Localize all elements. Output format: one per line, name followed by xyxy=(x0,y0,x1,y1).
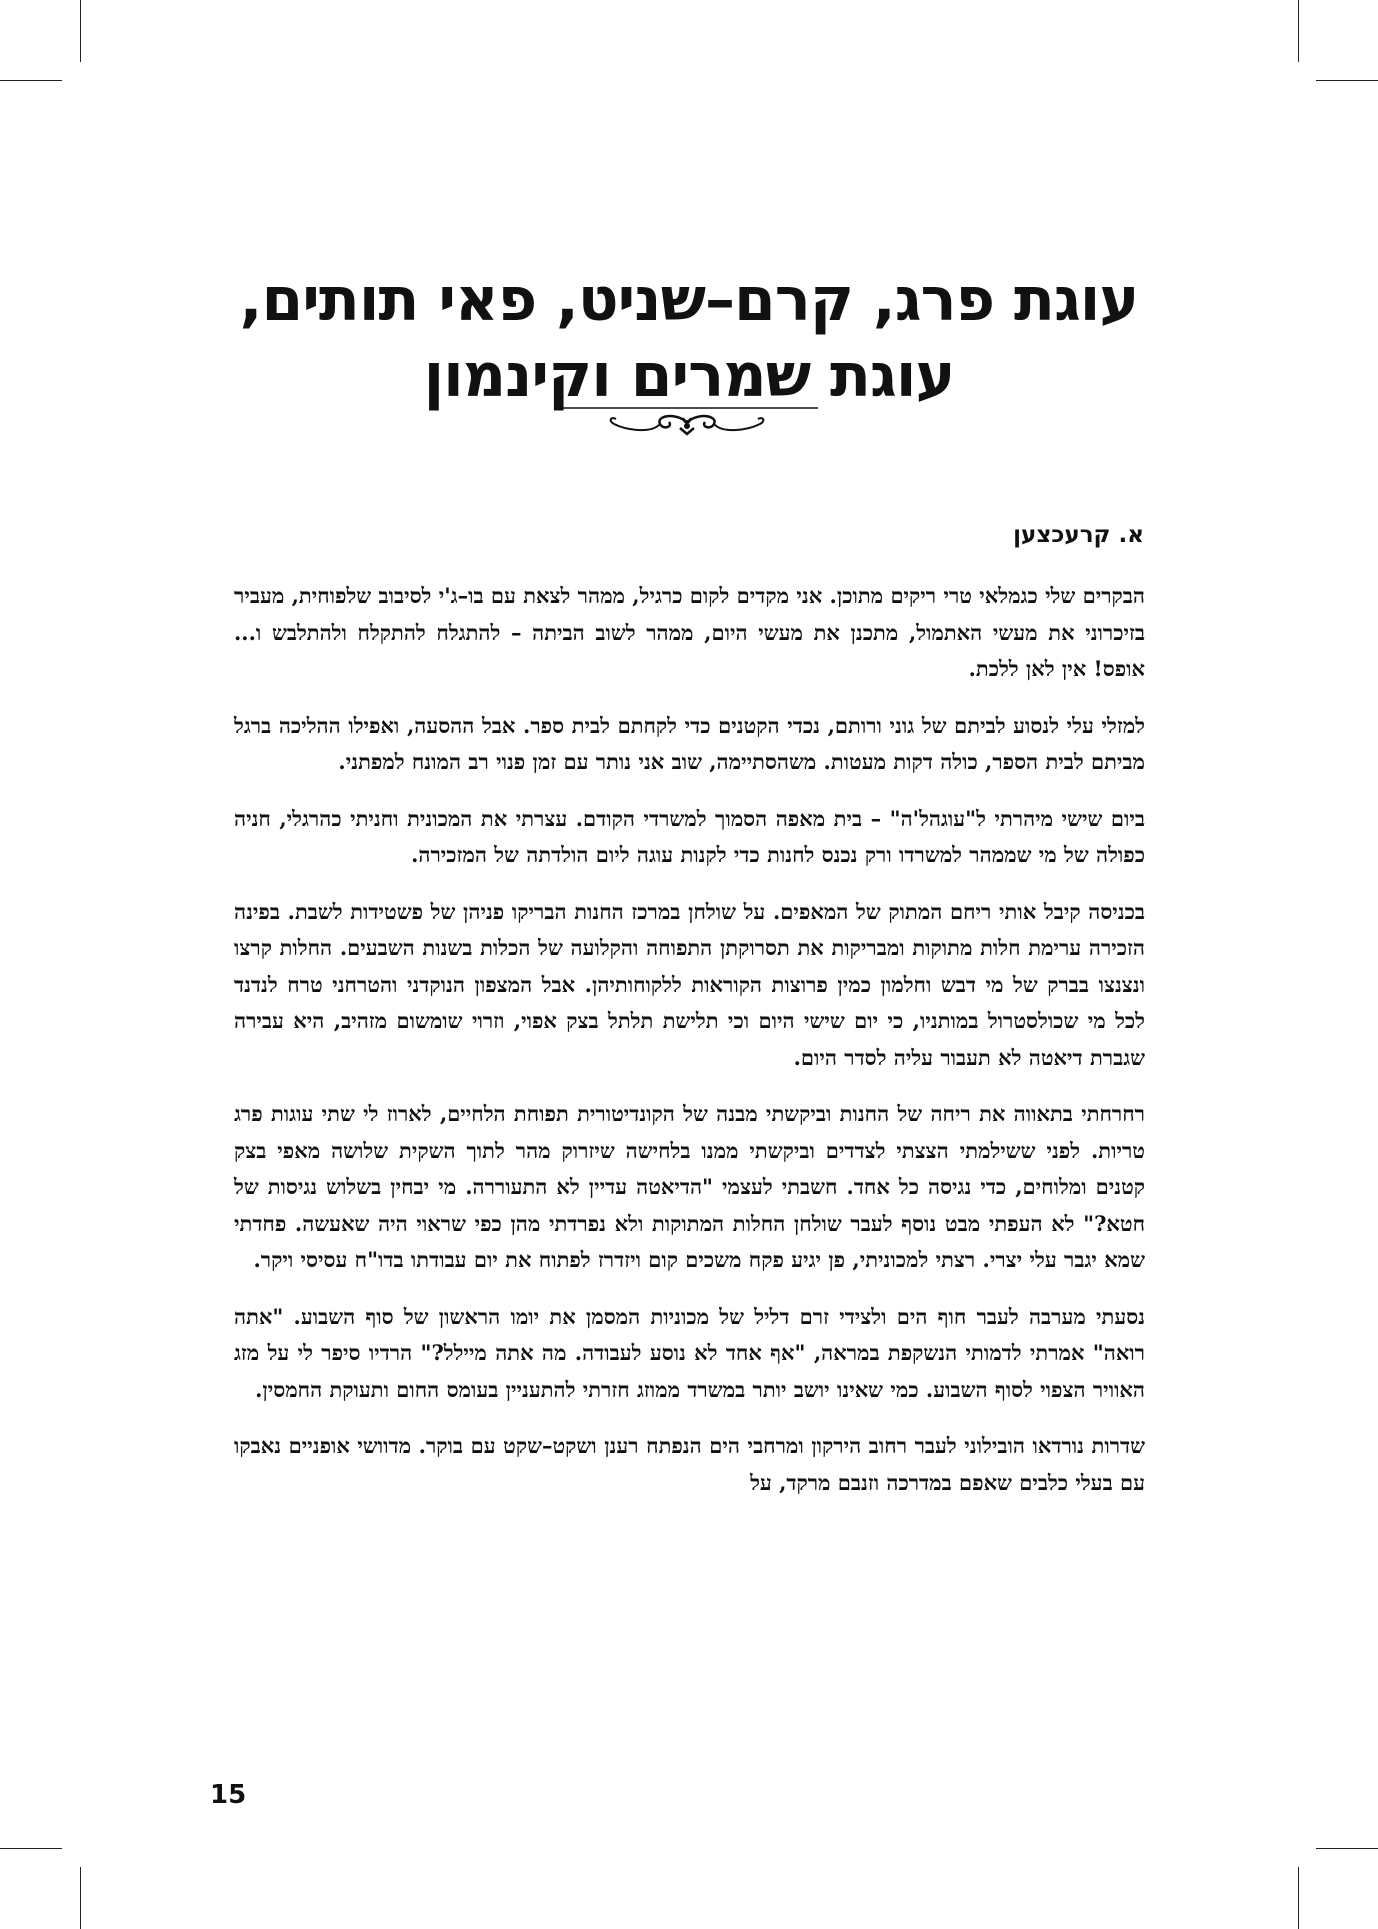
crop-mark xyxy=(0,80,62,81)
chapter-title-line-2: עוגת שמרים וקינמון xyxy=(423,341,955,411)
crop-mark xyxy=(1298,0,1299,62)
crop-mark xyxy=(80,0,81,62)
crop-mark xyxy=(0,1848,62,1849)
page-number: 15 xyxy=(210,1780,247,1810)
paragraph: רחרחתי בתאווה את ריחה של החנות וביקשתי מבנה של הקונדיטורית תפוחת הלחיים, לארוז לי שתי עוגות פרג טריות. לפני ששילמתי הצצתי לצדדים וביקשתי ממנו בלחישה שיזרוק מהר לתוך השקית שלושה מאפי בצק קטנים ומלוחים, כדי נגיסה כל אחד. חשבתי לעצמי "הדיאטה עדיין לא התעוררה. מי יבחין בשלוש נגיסות של חטא?" לא העפתי מבט נוסף לעבר שולחן החלות המתוקות ולא נפרדתי מהן כפי שראוי היה שאעשה. פחדתי שמא יגבר עלי יצרי. רצתי למכוניתי, פן יגיע פקח משכים קום ויזדרז לפתוח את יום עבודתו בדו"ח עסיסי ויקר. xyxy=(234,1101,1145,1272)
paragraph: נסעתי מערבה לעבר חוף הים ולצידי זרם דליל של מכוניות המסמן את יומו הראשון של סוף השבוע. "אתה רואה" אמרתי לדמותי הנשקפת במראה, "אף אחד לא נוסע לעבודה. מה אתה מיילל?" הרדיו סיפר לי על מזג האוויר הצפוי לסוף השבוע. כמי שאינו יושב יותר במשרד ממוזג חזרתי להתעניין בעומס החום ותעוקת החמסין. xyxy=(234,1303,1145,1402)
crop-mark xyxy=(1316,80,1378,81)
crop-mark xyxy=(1316,1848,1378,1849)
paragraph: שדרות נורדאו הובילוני לעבר רחוב הירקון ומרחבי הים הנפתח רענן ושקט–שקט עם בוקר. מדוושי אופניים נאבקו עם בעלי כלבים שאפם במדרכה וזנבם מרקד, על xyxy=(234,1433,1145,1495)
article-body xyxy=(234,578,1145,1521)
chapter-title xyxy=(230,262,1148,414)
chapter-title-line-1: עוגת פרג, קרם–שניט, פאי תותים, xyxy=(239,265,1139,335)
section-heading: א. קרעכצען xyxy=(1013,522,1144,548)
paragraph: ביום שישי מיהרתי ל"עוגהל'ה" – בית מאפה הסמוך למשרדי הקודם. עצרתי את המכונית וחניתי כהרגלי, חניה כפולה של מי שממהר למשרדו ורק נכנס לחנות כדי לקנות עוגה ליום הולדתה של המזכירה. xyxy=(234,805,1145,867)
paragraph: למזלי עלי לנסוע לביתם של גוני ורותם, נכדי הקטנים כדי לקחתם לבית ספר. אבל ההסעה, ואפילו ההליכה ברגל מביתם לבית הספר, כולה דקות מעטות. משהסתיימה, שוב אני נותר עם זמן פנוי רב המונח למפתני. xyxy=(234,712,1145,774)
paragraph: בכניסה קיבל אותי ריחם המתוק של המאפים. על שולחן במרכז החנות הבריקו פניהן של פשטידות לשבת. בפינה הזכירה ערימת חלות מתוקות ומבריקות את תסרוקתן התפוחה והקלועה של הכלות בשנות השבעים. החלות קרצו ונצנצו בברק של מי דבש וחלמון כמין פרוצות הקוראות ללקוחותיהן. אבל המצפון הנוקדני והטרחני טרח לנדנד לכל מי שכולסטרול במותניו, כי יום שישי היום וכי תלישת תלתל בצק אפוי, וזרוי שומשום מזהיב, היא עבירה שגברת דיאטה לא תעבור עליה לסדר היום. xyxy=(234,898,1145,1070)
paragraph: הבקרים שלי כגמלאי טרי ריקים מתוכן. אני מקדים לקום כרגיל, ממהר לצאת עם בו–ג'י לסיבוב שלפוחית, מעביר בזיכרוני את מעשי האתמול, מתכנן את מעשי היום, ממהר לשוב הביתה – להתגלח להתקלח ולהתלבש ו... אופס! אין לאן ללכת. xyxy=(234,583,1145,681)
flourish-ornament-icon xyxy=(556,402,818,442)
crop-mark xyxy=(80,1867,81,1929)
crop-mark xyxy=(1298,1867,1299,1929)
